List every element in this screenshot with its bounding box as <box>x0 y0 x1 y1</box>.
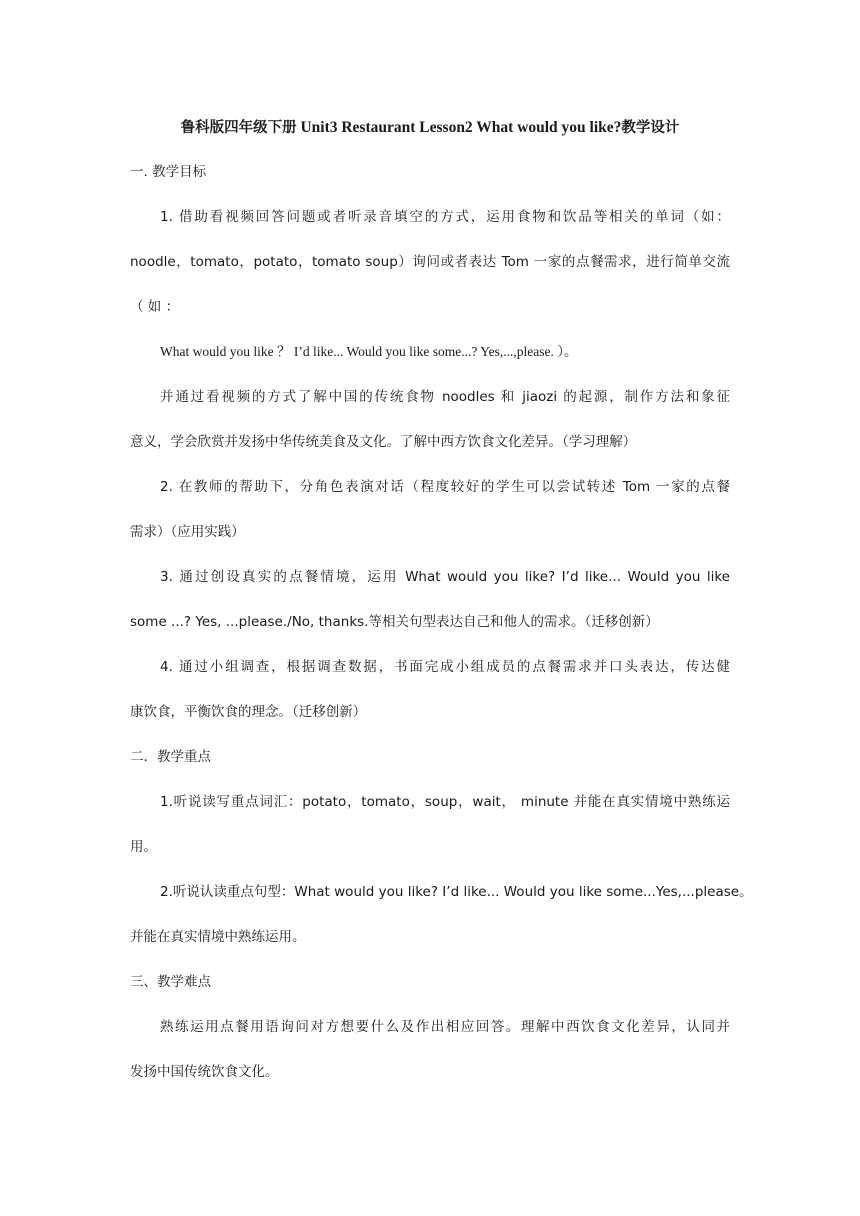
document-title <box>130 116 730 140</box>
section-heading-difficulties: 三、教学难点 <box>130 974 211 990</box>
objective-4-line-1: 4. 通过小组调查，根据调查数据，书面完成小组成员的点餐需求并口头表达，传达健 <box>160 659 730 675</box>
title-chinese-suffix: 教学设计 <box>621 120 680 136</box>
objective-3-line-2: some ...? Yes, ...please./No, thanks.等相关句型表达自己和他人的需求。（迁移创新） <box>130 614 659 630</box>
objective-2-line-1: 2. 在教师的帮助下，分角色表演对话（程度较好的学生可以尝试转述 Tom 一家的点餐 <box>160 479 730 495</box>
section-heading-key-points: 二．教学重点 <box>130 749 211 765</box>
objective-1-line-3: （ 如 ： <box>130 299 180 315</box>
difficulty-line-1: 熟练运用点餐用语询问对方想要什么及作出相应回答。理解中西饮食文化差异，认同并 <box>160 1019 730 1035</box>
key-point-1-line-2: 用。 <box>130 839 157 855</box>
key-point-2-line-1: 2.听说认读重点句型：What would you like? I’d like... Would you like some...Yes,...please。 <box>160 884 753 900</box>
key-point-1-line-1: 1.听说读写重点词汇：potato，tomato，soup，wait， minute 并能在真实情境中熟练运 <box>160 794 730 810</box>
objective-1-line-2: noodle，tomato，potato，tomato soup）询问或者表达 Tom 一家的点餐需求，进行简单交流 <box>130 254 730 270</box>
key-point-2-line-2: 并能在真实情境中熟练运用。 <box>130 929 306 945</box>
title-english: Unit3 Restaurant Lesson2 What would you like? <box>296 119 622 136</box>
difficulty-line-2: 发扬中国传统饮食文化。 <box>130 1064 279 1080</box>
objective-2-line-2: 需求）（应用实践） <box>130 524 245 540</box>
objective-3-line-1: 3. 通过创设真实的点餐情境，运用 What would you like? I’d like... Would you like <box>160 569 730 585</box>
objective-1-line-6: 意义，学会欣赏并发扬中华传统美食及文化。了解中西方饮食文化差异。（学习理解） <box>130 434 637 450</box>
objective-1-line-4: What would you like ？ I’d like... Would you like some...? Yes,...,please. ）。 <box>160 344 578 359</box>
section-heading-objectives: 一. 教学目标 <box>130 164 207 180</box>
objective-4-line-2: 康饮食，平衡饮食的理念。（迁移创新） <box>130 704 367 720</box>
title-chinese-prefix: 鲁科版四年级下册 <box>180 120 297 136</box>
objective-1-line-5: 并通过看视频的方式了解中国的传统食物 noodles 和 jiaozi 的起源，制作方法和象征 <box>160 389 730 405</box>
objective-1-line-1: 1. 借助看视频回答问题或者听录音填空的方式，运用食物和饮品等相关的单词（如： <box>160 209 730 225</box>
